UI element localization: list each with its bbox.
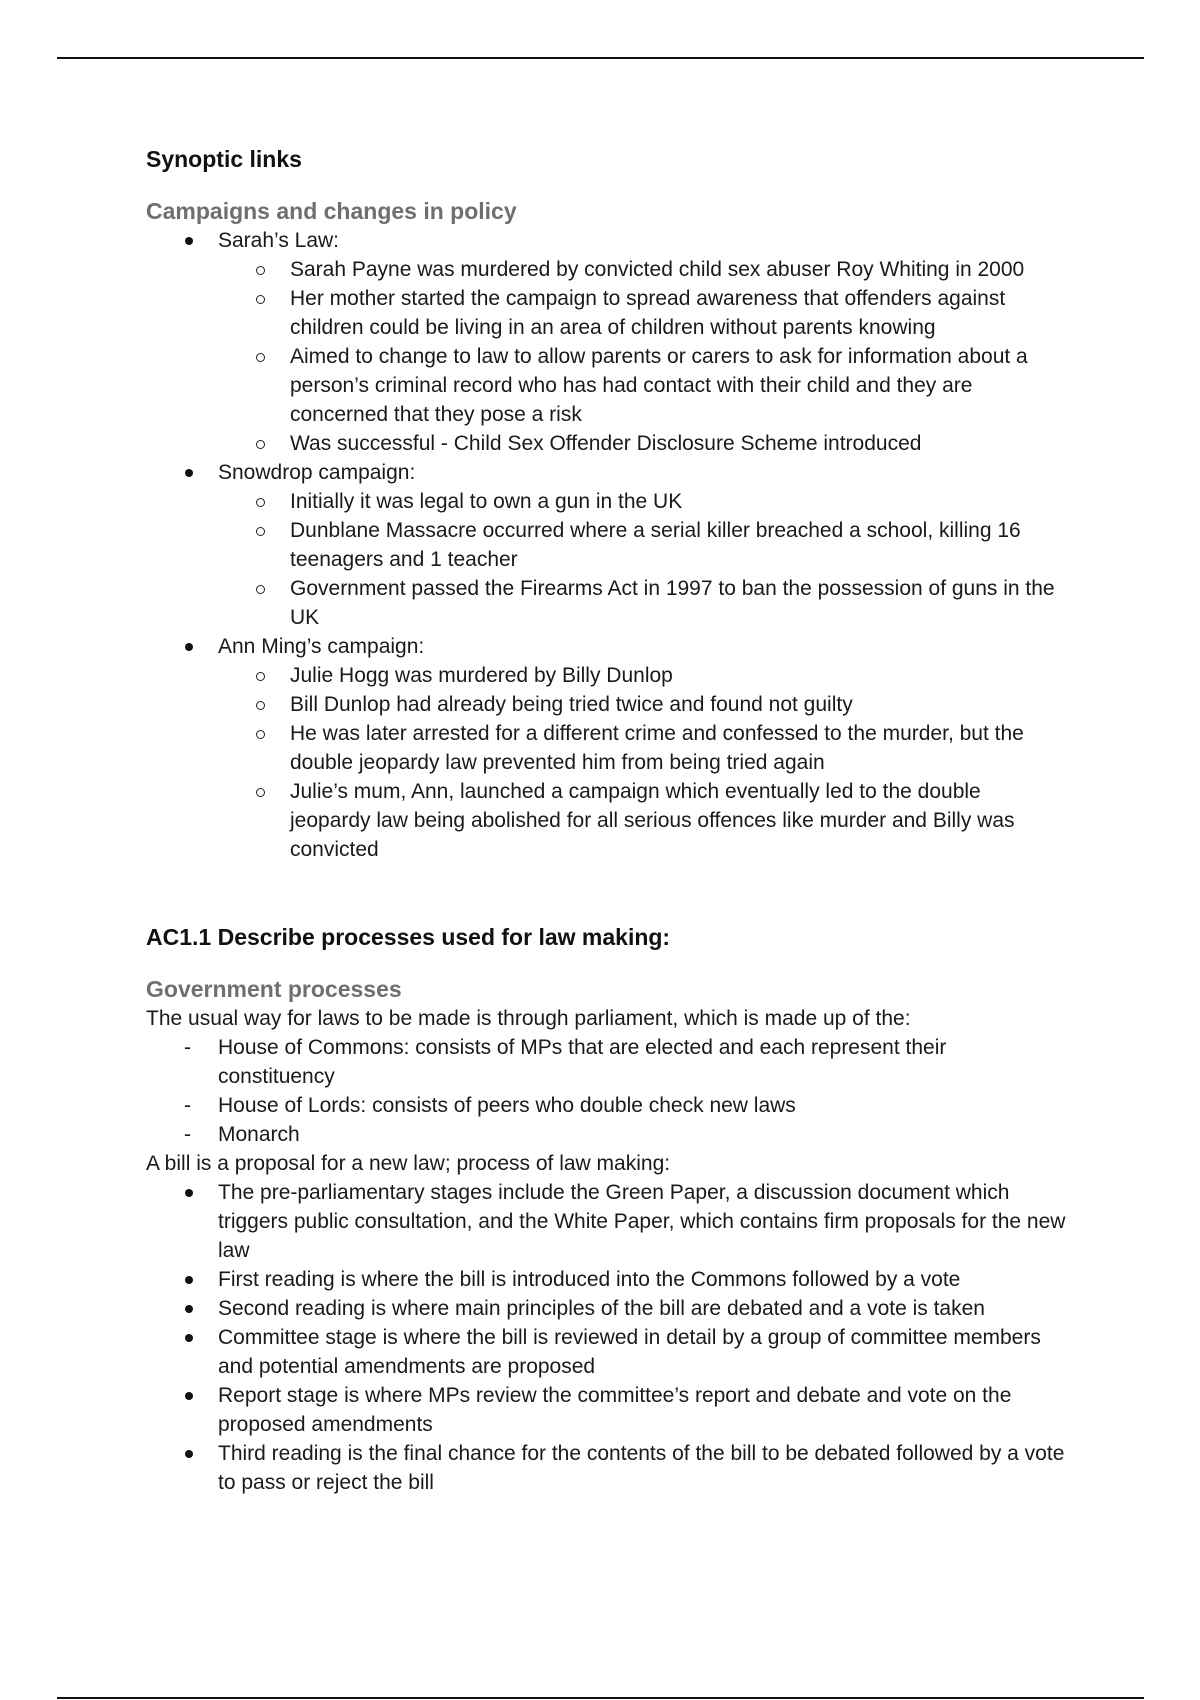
bullet-icon <box>185 237 193 245</box>
list-item-text: Government passed the Firearms Act in 1997 to ban the possession of guns in the UK <box>290 577 1055 629</box>
campaigns-subheading: Campaigns and changes in policy <box>146 198 517 224</box>
list-item-text: Monarch <box>218 1123 300 1146</box>
list-item-text: House of Commons: consists of MPs that are elected and each represent their constituency <box>218 1036 947 1088</box>
dash-bullet-icon: - <box>184 1094 191 1117</box>
list-item-text: The pre-parliamentary stages include the Green Paper, a discussion document which triggers public consultation, and the White Paper, which contains firm proposals for the new law <box>218 1181 1066 1262</box>
campaign-label: Snowdrop campaign: <box>218 461 416 484</box>
bullet-icon <box>185 1392 193 1400</box>
list-item-text: Was successful - Child Sex Offender Disclosure Scheme introduced <box>290 432 922 455</box>
circle-bullet-icon <box>256 353 265 362</box>
list-item-text: Committee stage is where the bill is reviewed in detail by a group of committee members and potential amendments are proposed <box>218 1326 1041 1378</box>
list-item <box>218 516 1066 574</box>
list-item <box>146 1265 1066 1294</box>
list-item <box>146 1178 1066 1265</box>
dash-bullet-icon: - <box>184 1036 191 1059</box>
list-item-text: Report stage is where MPs review the committee’s report and debate and vote on the proposed amendments <box>218 1384 1012 1436</box>
circle-bullet-icon <box>256 585 265 594</box>
campaign-points <box>218 255 1066 458</box>
list-item-text: Dunblane Massacre occurred where a serial killer breached a school, killing 16 teenagers and 1 teacher <box>290 519 1021 571</box>
list-item-text: Bill Dunlop had already being tried twice and found not guilty <box>290 693 853 716</box>
campaign-list <box>146 226 1066 864</box>
parliament-intro: The usual way for laws to be made is through parliament, which is made up of the: <box>146 1007 911 1030</box>
list-item <box>218 255 1066 284</box>
circle-bullet-icon <box>256 440 265 449</box>
list-item <box>146 1033 1066 1091</box>
list-item <box>218 719 1066 777</box>
circle-bullet-icon <box>256 527 265 536</box>
campaign-label: Sarah’s Law: <box>218 229 340 252</box>
bill-intro: A bill is a proposal for a new law; process of law making: <box>146 1152 671 1175</box>
circle-bullet-icon <box>256 498 265 507</box>
list-item-text: Second reading is where main principles of the bill are debated and a vote is taken <box>218 1297 985 1320</box>
list-item-text: Julie Hogg was murdered by Billy Dunlop <box>290 664 673 687</box>
list-item-text: Julie’s mum, Ann, launched a campaign which eventually led to the double jeopardy law being abolished for all serious offences like murder and Billy was convicted <box>290 780 1015 861</box>
bullet-icon <box>185 1276 193 1284</box>
circle-bullet-icon <box>256 672 265 681</box>
circle-bullet-icon <box>256 295 265 304</box>
list-item-text: House of Lords: consists of peers who double check new laws <box>218 1094 796 1117</box>
header-rule <box>57 57 1144 59</box>
circle-bullet-icon <box>256 730 265 739</box>
list-item-text: Her mother started the campaign to spread awareness that offenders against children could be living in an area of children without parents knowing <box>290 287 1006 339</box>
parliament-list <box>146 1033 1066 1149</box>
dash-bullet-icon: - <box>184 1123 191 1146</box>
list-item-text: First reading is where the bill is introduced into the Commons followed by a vote <box>218 1268 961 1291</box>
bullet-icon <box>185 1450 193 1458</box>
campaign-label: Ann Ming’s campaign: <box>218 635 425 658</box>
list-item <box>218 661 1066 690</box>
list-item <box>146 1091 1066 1120</box>
list-item <box>218 777 1066 864</box>
bullet-icon <box>185 1189 193 1197</box>
list-item-text: Sarah Payne was murdered by convicted child sex abuser Roy Whiting in 2000 <box>290 258 1025 281</box>
list-item <box>218 342 1066 429</box>
footer-rule <box>57 1697 1144 1699</box>
list-item <box>218 487 1066 516</box>
bullet-icon <box>185 469 193 477</box>
list-item <box>146 1381 1066 1439</box>
list-item <box>218 284 1066 342</box>
campaign-points <box>218 487 1066 632</box>
circle-bullet-icon <box>256 701 265 710</box>
campaign-sarahs-law <box>146 226 1066 458</box>
circle-bullet-icon <box>256 788 265 797</box>
circle-bullet-icon <box>256 266 265 275</box>
bullet-icon <box>185 643 193 651</box>
list-item <box>146 1294 1066 1323</box>
list-item <box>146 1120 1066 1149</box>
list-item-text: He was later arrested for a different crime and confessed to the murder, but the double jeopardy law prevented him from being tried again <box>290 722 1024 774</box>
campaign-snowdrop <box>146 458 1066 632</box>
bullet-icon <box>185 1305 193 1313</box>
campaign-ann-ming <box>146 632 1066 864</box>
list-item-text: Aimed to change to law to allow parents or carers to ask for information about a person’s criminal record who has had contact with their child and they are concerned that they pose a risk <box>290 345 1028 426</box>
list-item-text: Third reading is the final chance for the contents of the bill to be debated followed by a vote to pass or reject the bill <box>218 1442 1065 1494</box>
list-item <box>146 1323 1066 1381</box>
list-item <box>218 690 1066 719</box>
bullet-icon <box>185 1334 193 1342</box>
list-item-text: Initially it was legal to own a gun in the UK <box>290 490 683 513</box>
synoptic-links-heading: Synoptic links <box>146 146 302 172</box>
government-processes-subheading: Government processes <box>146 976 402 1002</box>
document-body <box>146 144 1066 1497</box>
list-item <box>218 574 1066 632</box>
ac11-heading: AC1.1 Describe processes used for law making: <box>146 924 671 950</box>
list-item <box>146 1439 1066 1497</box>
law-making-stages-list <box>146 1178 1066 1497</box>
list-item <box>218 429 1066 458</box>
campaign-points <box>218 661 1066 864</box>
